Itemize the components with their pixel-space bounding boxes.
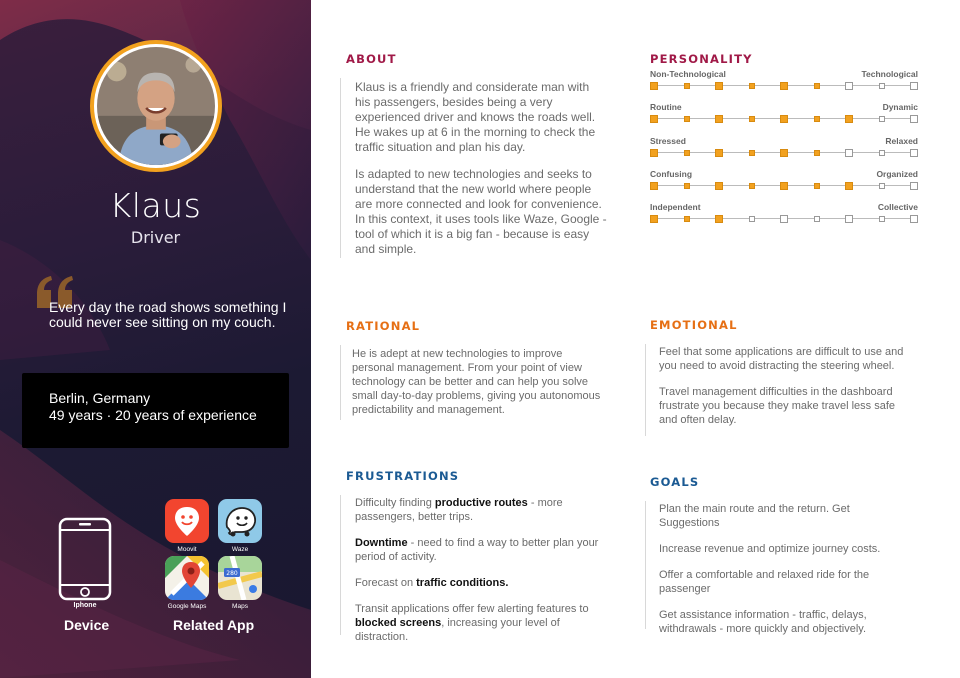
personality-scale: [650, 202, 918, 226]
scale-right-label: Technological: [861, 69, 918, 79]
persona-role: Driver: [130, 228, 181, 247]
related-app-section-label: Related App: [173, 617, 255, 633]
persona-age-experience: 49 years · 20 years of experience: [49, 407, 257, 423]
smartphone-icon: [58, 517, 112, 601]
rational-divider: [340, 345, 341, 420]
app-name: Google Maps: [167, 603, 207, 610]
frustration-item: Forecast on traffic conditions.: [355, 577, 509, 589]
scale-step: [879, 216, 885, 222]
app-google-maps: [165, 556, 209, 610]
app-name: Waze: [231, 546, 249, 553]
scale-step: [650, 215, 658, 223]
personality-heading: PERSONALITY: [650, 52, 753, 66]
app-name: Moovit: [177, 546, 197, 553]
personality-scale: [650, 102, 918, 126]
scale-right-label: Collective: [877, 202, 918, 212]
scale-step: [715, 182, 723, 190]
person-photo: [97, 47, 215, 165]
scale-left-label: Routine: [650, 102, 682, 112]
app-name: Maps: [232, 603, 248, 610]
scale-step: [910, 82, 918, 90]
scale-step: [879, 116, 885, 122]
goals-list: [659, 502, 899, 648]
scale-step: [780, 215, 788, 223]
scale-step: [780, 115, 788, 123]
app-waze: [218, 499, 262, 553]
persona-sidebar: [0, 0, 311, 678]
app-apple-maps: [218, 556, 262, 610]
persona-info-box: [22, 373, 289, 448]
frustration-item: Transit applications offer few alerting features to blocked screens, increasing your level of distraction.: [355, 603, 589, 643]
scale-step: [879, 183, 885, 189]
scale-step: [780, 182, 788, 190]
waze-icon: [218, 499, 262, 543]
scale-step: [715, 149, 723, 157]
avatar: [90, 40, 222, 172]
goal-item: Offer a comfortable and relaxed ride for the passenger: [659, 569, 870, 595]
scale-step: [845, 115, 853, 123]
moovit-icon: [165, 499, 209, 543]
frustrations-divider: [340, 495, 341, 635]
scale-step: [814, 150, 820, 156]
scale-step: [879, 150, 885, 156]
goals-heading: GOALS: [650, 475, 700, 489]
scale-step: [845, 215, 853, 223]
emotional-paragraph-1: Feel that some applications are difficult to use and you need to avoid distracting the steering wheel.: [659, 346, 904, 372]
scale-step: [780, 149, 788, 157]
scale-step: [715, 115, 723, 123]
rational-heading: RATIONAL: [346, 319, 421, 333]
persona-name: Klaus: [109, 186, 202, 225]
scale-step: [684, 83, 690, 89]
scale-step: [910, 182, 918, 190]
scale-left-label: Stressed: [650, 136, 686, 146]
scale-step: [814, 183, 820, 189]
frustrations-list: [355, 496, 605, 656]
scale-step: [749, 116, 755, 122]
scale-right-label: Relaxed: [885, 136, 918, 146]
scale-step: [879, 83, 885, 89]
frustration-item: Difficulty finding productive routes - more passengers, better trips.: [355, 497, 563, 523]
scale-step: [650, 115, 658, 123]
scale-step: [749, 83, 755, 89]
scale-step: [749, 183, 755, 189]
personality-scale: [650, 169, 918, 193]
scale-left-label: Non-Technological: [650, 69, 726, 79]
scale-step: [845, 149, 853, 157]
scale-right-label: Organized: [876, 169, 918, 179]
emotional-divider: [645, 344, 646, 436]
about-text: [355, 80, 607, 269]
goal-item: Get assistance information - traffic, delays, withdrawals - more quickly and objectively.: [659, 609, 867, 635]
scale-step: [749, 216, 755, 222]
scale-step: [814, 116, 820, 122]
frustrations-heading: FRUSTRATIONS: [346, 469, 460, 483]
emotional-heading: EMOTIONAL: [650, 318, 738, 332]
personality-scale: [650, 136, 918, 160]
about-paragraph-2: Is adapted to new technologies and seeks to understand that the new world where people are more connected and look for convenience. In this context, it uses tools like Waze, Google - tool of which it is a big fan - because is easy and simple.: [355, 167, 607, 256]
scale-left-label: Independent: [650, 202, 701, 212]
scale-step: [780, 82, 788, 90]
svg-text:280: 280: [226, 570, 238, 577]
app-moovit: [165, 499, 209, 553]
rational-text: He is adept at new technologies to improve personal management. From your point of view technology can be better and can help you solve small day-to-day problems, giving you autonomous predictability and management.: [352, 348, 601, 416]
goals-divider: [645, 501, 646, 629]
emotional-paragraph-2: Travel management difficulties in the dashboard frustrate you because they make travel less safe and often delay.: [659, 386, 896, 426]
scale-step: [814, 216, 820, 222]
scale-step: [684, 116, 690, 122]
scale-step: [684, 183, 690, 189]
scale-step: [715, 215, 723, 223]
scale-step: [650, 149, 658, 157]
scale-step: [910, 215, 918, 223]
scale-step: [749, 150, 755, 156]
scale-left-label: Confusing: [650, 169, 693, 179]
scale-step: [715, 82, 723, 90]
frustration-item: Downtime - need to find a way to better plan your period of activity.: [355, 537, 599, 563]
scale-step: [684, 216, 690, 222]
scale-step: [910, 149, 918, 157]
goal-item: Plan the main route and the return. Get Suggestions: [659, 503, 850, 529]
device-caption: Iphone: [73, 602, 97, 609]
persona-location: Berlin, Germany: [49, 390, 151, 406]
scale-right-label: Dynamic: [882, 102, 918, 112]
about-paragraph-1: Klaus is a friendly and considerate man with his passengers, besides being a very experienced driver and knows the roads well. He wakes up at 6 in the morning to check the traffic situation and plan his day.: [355, 80, 596, 154]
about-divider: [340, 78, 341, 258]
scale-step: [650, 82, 658, 90]
about-heading: ABOUT: [346, 52, 397, 66]
device-section-label: Device: [64, 617, 110, 633]
scale-step: [910, 115, 918, 123]
scale-step: [845, 82, 853, 90]
personality-scale: [650, 69, 918, 93]
goal-item: Increase revenue and optimize journey costs.: [659, 543, 881, 555]
scale-step: [650, 182, 658, 190]
scale-step: [814, 83, 820, 89]
persona-quote: Every day the road shows something I could never see sitting on my couch.: [49, 299, 287, 330]
scale-step: [684, 150, 690, 156]
scale-step: [845, 182, 853, 190]
google-maps-icon: [165, 556, 209, 600]
emotional-text: [659, 345, 907, 439]
apple-maps-icon: [218, 556, 262, 600]
